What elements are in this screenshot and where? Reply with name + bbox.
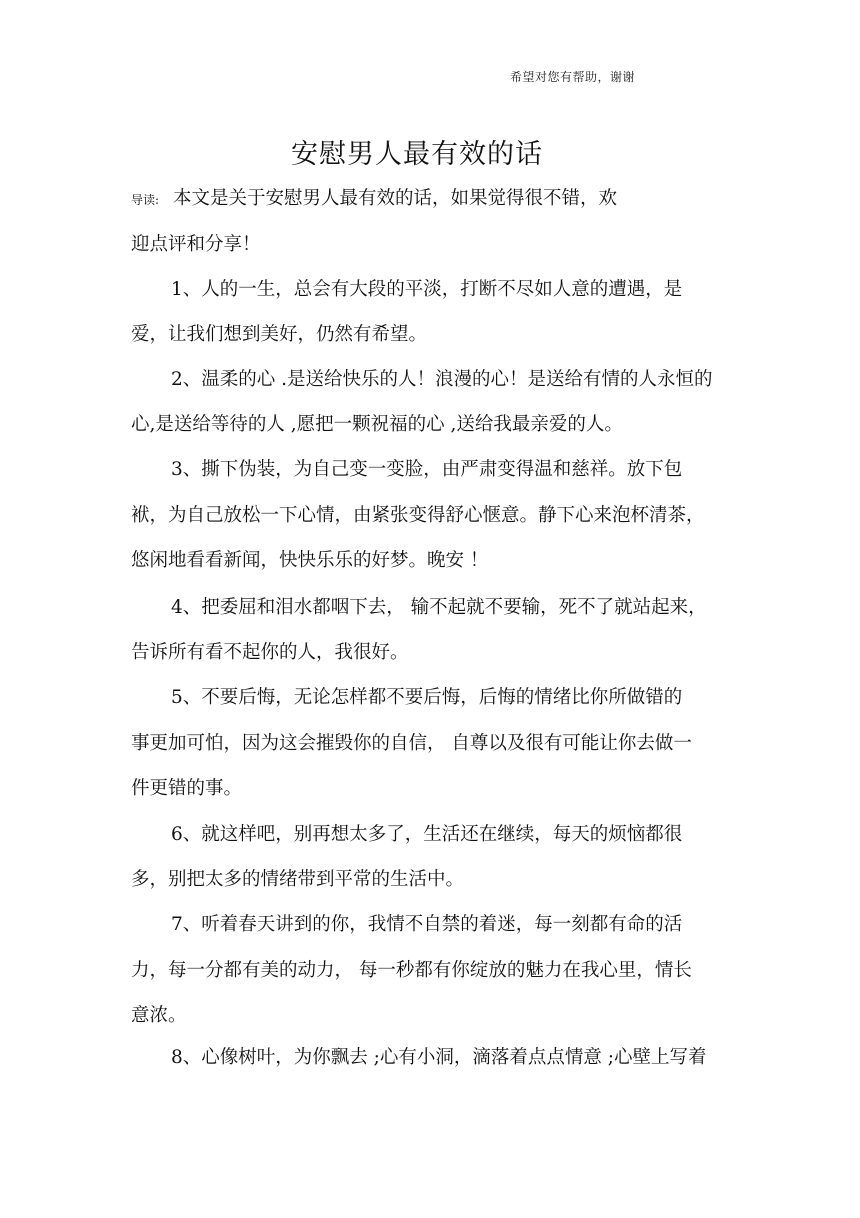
paragraph-4-line-1: 4、把委屈和泪水都咽下去， 输不起就不要输，死不了就站起来， [171,597,707,618]
intro-line-1 [131,186,617,213]
paragraph-5-line-2: 事更加可怕，因为这会摧毁你的自信， 自尊以及很有可能让你去做一 [131,733,692,754]
paragraph-5-line-3: 件更错的事。 [131,778,243,799]
paragraph-3-line-3: 悠闲地看看新闻，快快乐乐的好梦。晚安 ！ [131,550,489,571]
intro-line-2: 迎点评和分享！ [131,234,261,255]
paragraph-5-line-1: 5、不要后悔，无论怎样都不要后悔，后悔的情绪比你所做错的 [171,687,683,708]
paragraph-7-line-2: 力，每一分都有美的动力， 每一秒都有你绽放的魅力在我心里，情长 [131,960,692,981]
document-title: 安慰男人最有效的话 [291,139,543,170]
paragraph-2-line-1: 2、温柔的心 .是送给快乐的人！浪漫的心！是送给有情的人永恒的 [171,369,713,390]
paragraph-7-line-1: 7、听着春天讲到的你，我情不自禁的着迷，每一刻都有命的活 [171,914,683,935]
header-note: 希望对您有帮助，谢谢 [510,70,636,84]
intro-label: 导读: [131,193,160,207]
paragraph-7-line-3: 意浓。 [131,1005,187,1026]
paragraph-8-line-1: 8、心像树叶，为你飘去 ;心有小洞，滴落着点点情意 ;心壁上写着 [171,1047,707,1068]
paragraph-2-line-2: 心,是送给等待的人 ,愿把一颗祝福的心 ,送给我最亲爱的人。 [131,414,623,435]
paragraph-1-line-2: 爱，让我们想到美好，仍然有希望。 [131,324,428,345]
paragraph-3-line-1: 3、撕下伪装，为自己变一变脸，由严肃变得温和慈祥。放下包 [171,459,683,480]
paragraph-6-line-1: 6、就这样吧，别再想太多了，生活还在继续，每天的烦恼都很 [171,824,683,845]
paragraph-3-line-2: 袱，为自己放松一下心情，由紧张变得舒心惬意。静下心来泡杯清茶， [131,505,705,526]
paragraph-1-line-1: 1、人的一生，总会有大段的平淡，打断不尽如人意的遭遇，是 [171,279,683,300]
paragraph-4-line-2: 告诉所有看不起你的人，我很好。 [131,642,409,663]
paragraph-6-line-2: 多，别把太多的情绪带到平常的生活中。 [131,869,465,890]
intro-text-1: 本文是关于安慰男人最有效的话，如果觉得很不错，欢 [173,188,618,209]
